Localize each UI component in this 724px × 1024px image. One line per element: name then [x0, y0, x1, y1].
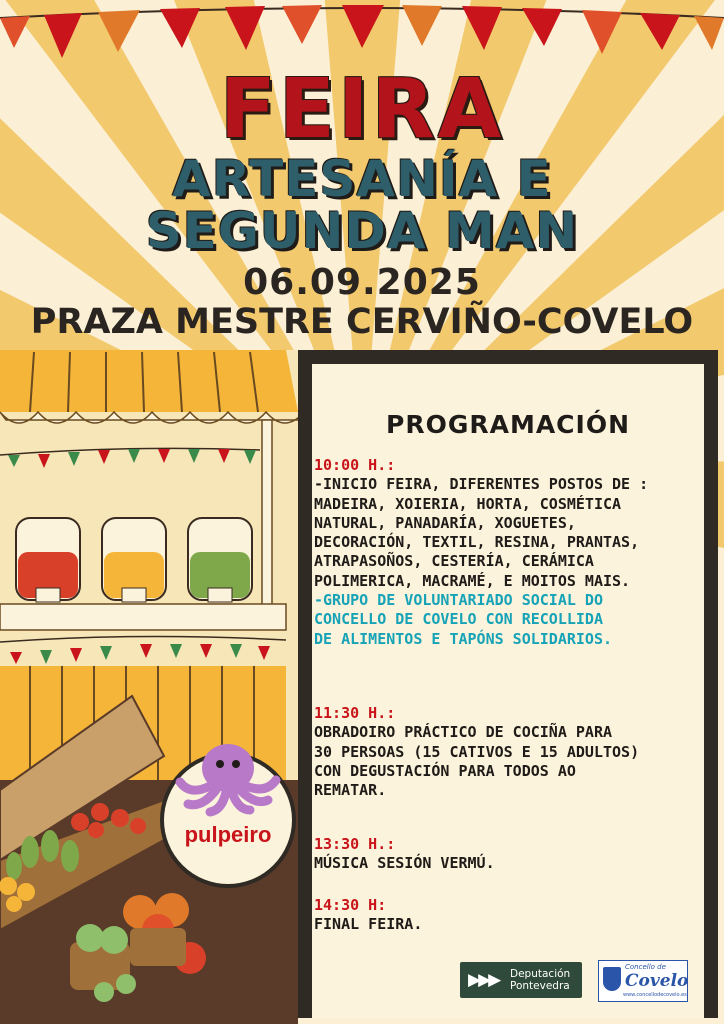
covelo-logo — [598, 960, 688, 1002]
program-panel — [298, 350, 718, 1018]
program-time: 10:00 H.: — [314, 456, 396, 474]
program-line: NATURAL, PANADARÍA, XOGUETES, — [314, 513, 576, 532]
covelo-top-text: Concello de — [625, 963, 666, 971]
deputacion-logo — [460, 962, 582, 998]
program-highlight-line: DE ALIMENTOS E TAPÓNS SOLIDARIOS. — [314, 629, 613, 648]
juice-jars — [16, 518, 252, 602]
covelo-shield-icon — [603, 967, 621, 991]
program-time: 11:30 H.: — [314, 704, 396, 722]
deputacion-line2: Pontevedra — [510, 980, 570, 992]
market-stall-illustration — [0, 350, 304, 1024]
program-panel-inner — [312, 364, 704, 1018]
deputacion-mark-icon: ▶▶▶ — [468, 970, 499, 990]
program-line: DECORACIÓN, TEXTIL, RESINA, PRANTAS, — [314, 533, 640, 552]
program-line: MADEIRA, XOIERIA, HORTA, COSMÉTICA — [314, 494, 622, 513]
event-title: FEIRA — [219, 62, 505, 157]
event-subtitle-line2: SEGUNDA MAN — [145, 202, 579, 260]
program-line: REMATAR. — [314, 781, 387, 800]
program-time: 14:30 H: — [314, 896, 387, 914]
program-line: FINAL FEIRA. — [314, 915, 423, 934]
program-time: 13:30 H.: — [314, 835, 396, 853]
program-line: -INICIO FEIRA, DIFERENTES POSTOS DE : — [314, 475, 649, 494]
program-line: ATRAPASOÑOS, CESTERÍA, CERÁMICA — [314, 552, 594, 571]
covelo-name: Covelo — [625, 971, 689, 991]
program-block-1130 — [314, 704, 702, 800]
program-block-1330 — [314, 835, 702, 874]
program-line: OBRADOIRO PRÁCTICO DE COCIÑA PARA — [314, 723, 613, 742]
program-line: 30 PERSOAS (15 CATIVOS E 15 ADULTOS) — [314, 742, 640, 761]
event-place: PRAZA MESTRE CERVIÑO-COVELO — [30, 302, 694, 342]
program-heading: PROGRAMACIÓN — [386, 410, 630, 439]
program-highlight-line: -GRUPO DE VOLUNTARIADO SOCIAL DO — [314, 591, 603, 610]
event-date: 06.09.2025 — [243, 262, 481, 303]
program-line: POLIMERICA, MACRAMÉ, E MOITOS MAIS. — [314, 571, 631, 590]
covelo-url: www.concellodecovelo.es — [623, 992, 687, 998]
pulpeiro-label: pulpeiro — [184, 822, 272, 847]
program-block-1000 — [314, 456, 702, 649]
program-block-1430 — [314, 896, 702, 935]
program-highlight-line: CONCELLO DE COVELO CON RECOLLIDA — [314, 610, 603, 629]
program-line: CON DEGUSTACIÓN PARA TODOS AO — [314, 761, 576, 780]
deputacion-line1: Deputación — [510, 968, 571, 980]
program-line: MÚSICA SESIÓN VERMÚ. — [314, 854, 495, 873]
event-subtitle-line1: ARTESANÍA E — [172, 150, 552, 208]
